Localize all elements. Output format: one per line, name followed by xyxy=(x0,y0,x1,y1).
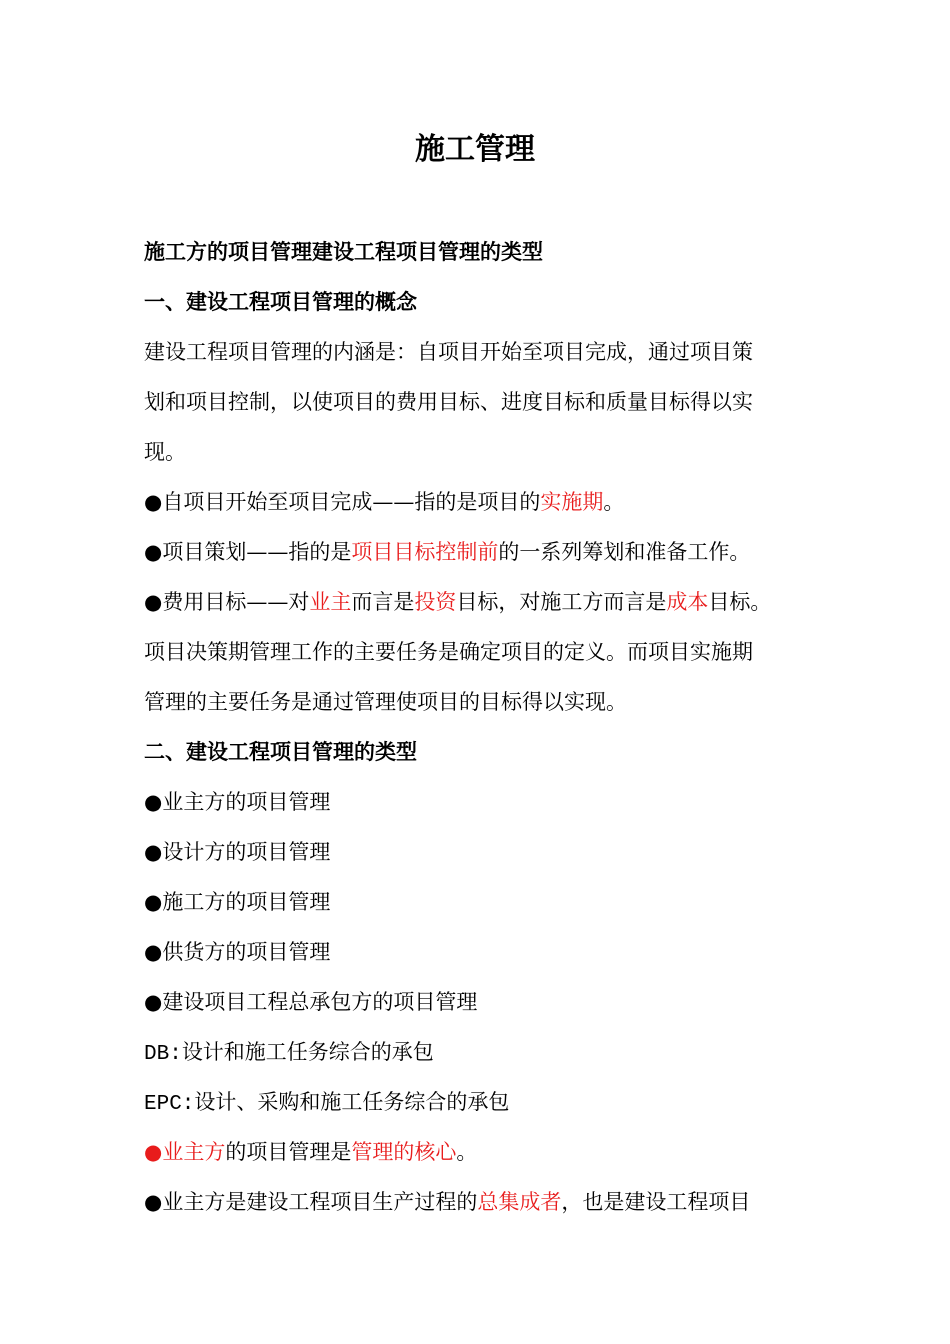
bullet-icon: ● xyxy=(144,940,163,964)
list-item xyxy=(144,877,812,927)
highlight-text: 实施期 xyxy=(540,490,604,514)
section-2-heading: 二、建设工程项目管理的类型 xyxy=(144,740,417,764)
text: 的项目管理是 xyxy=(225,1140,352,1164)
text: 的一系列筹划和准备工作。 xyxy=(498,540,751,564)
epc-code: EPC: xyxy=(144,1093,195,1116)
text: 业主方是建设工程项目生产过程的 xyxy=(162,1190,478,1214)
highlight-text: 项目目标控制前 xyxy=(351,540,499,564)
list-item-label: 施工方的项目管理 xyxy=(162,890,331,914)
paragraph-1-line-3: 现。 xyxy=(144,440,186,464)
list-item xyxy=(144,827,812,877)
epc-definition xyxy=(144,1077,812,1127)
highlight-text: 业主 xyxy=(309,590,352,614)
paragraph-2-line-2: 管理的主要任务是通过管理使项目的目标得以实现。 xyxy=(144,690,627,714)
highlight-text: 管理的核心 xyxy=(351,1140,457,1164)
bullet-icon: ● xyxy=(144,1140,163,1164)
list-item-label: 设计方的项目管理 xyxy=(162,840,331,864)
bullet-project-planning xyxy=(144,527,812,577)
bullet-cost-target xyxy=(144,577,812,627)
paragraph-1-line-2: 划和项目控制，以使项目的费用目标、进度目标和质量目标得以实 xyxy=(144,390,753,414)
text: 。 xyxy=(456,1140,478,1164)
list-item xyxy=(144,927,812,977)
list-item xyxy=(144,977,812,1027)
bullet-icon: ● xyxy=(144,590,163,614)
paragraph-1-line-1: 建设工程项目管理的内涵是：自项目开始至项目完成，通过项目策 xyxy=(144,340,753,364)
bullet-icon: ● xyxy=(144,490,163,514)
list-item-label: 业主方的项目管理 xyxy=(162,790,331,814)
db-text: 设计和施工任务综合的承包 xyxy=(181,1040,434,1064)
text: 自项目开始至项目完成——指的是项目的 xyxy=(162,490,541,514)
bullet-icon: ● xyxy=(144,1190,163,1214)
highlight-text: 总集成者 xyxy=(477,1190,562,1214)
page-title: 施工管理 xyxy=(415,132,535,167)
main-heading: 施工方的项目管理建设工程项目管理的类型 xyxy=(144,240,543,264)
bullet-icon: ● xyxy=(144,540,163,564)
highlight-text: 成本 xyxy=(666,590,709,614)
list-item xyxy=(144,777,812,827)
text: 费用目标——对 xyxy=(162,590,310,614)
text: 而言是 xyxy=(351,590,415,614)
text: ，也是建设工程项目 xyxy=(561,1190,751,1214)
bullet-icon: ● xyxy=(144,840,163,864)
bullet-icon: ● xyxy=(144,790,163,814)
text: 目标，对施工方而言是 xyxy=(456,590,667,614)
document-body xyxy=(144,227,812,1227)
list-item-label: 建设项目工程总承包方的项目管理 xyxy=(162,990,478,1014)
bullet-implementation-period xyxy=(144,477,812,527)
text: 。 xyxy=(603,490,625,514)
highlight-text: 业主方 xyxy=(162,1140,226,1164)
list-item-label: 供货方的项目管理 xyxy=(162,940,331,964)
bullet-icon: ● xyxy=(144,990,163,1014)
paragraph-2-line-1: 项目决策期管理工作的主要任务是确定项目的定义。而项目实施期 xyxy=(144,640,753,664)
bullet-owner-core xyxy=(144,1127,812,1177)
epc-text: 设计、采购和施工任务综合的承包 xyxy=(194,1090,510,1114)
bullet-owner-integrator xyxy=(144,1177,812,1227)
db-code: DB: xyxy=(144,1043,182,1066)
text: 项目策划——指的是 xyxy=(162,540,352,564)
section-1-heading: 一、建设工程项目管理的概念 xyxy=(144,290,417,314)
db-definition xyxy=(144,1027,812,1077)
text: 目标。 xyxy=(708,590,772,614)
highlight-text: 投资 xyxy=(414,590,457,614)
bullet-icon: ● xyxy=(144,890,163,914)
